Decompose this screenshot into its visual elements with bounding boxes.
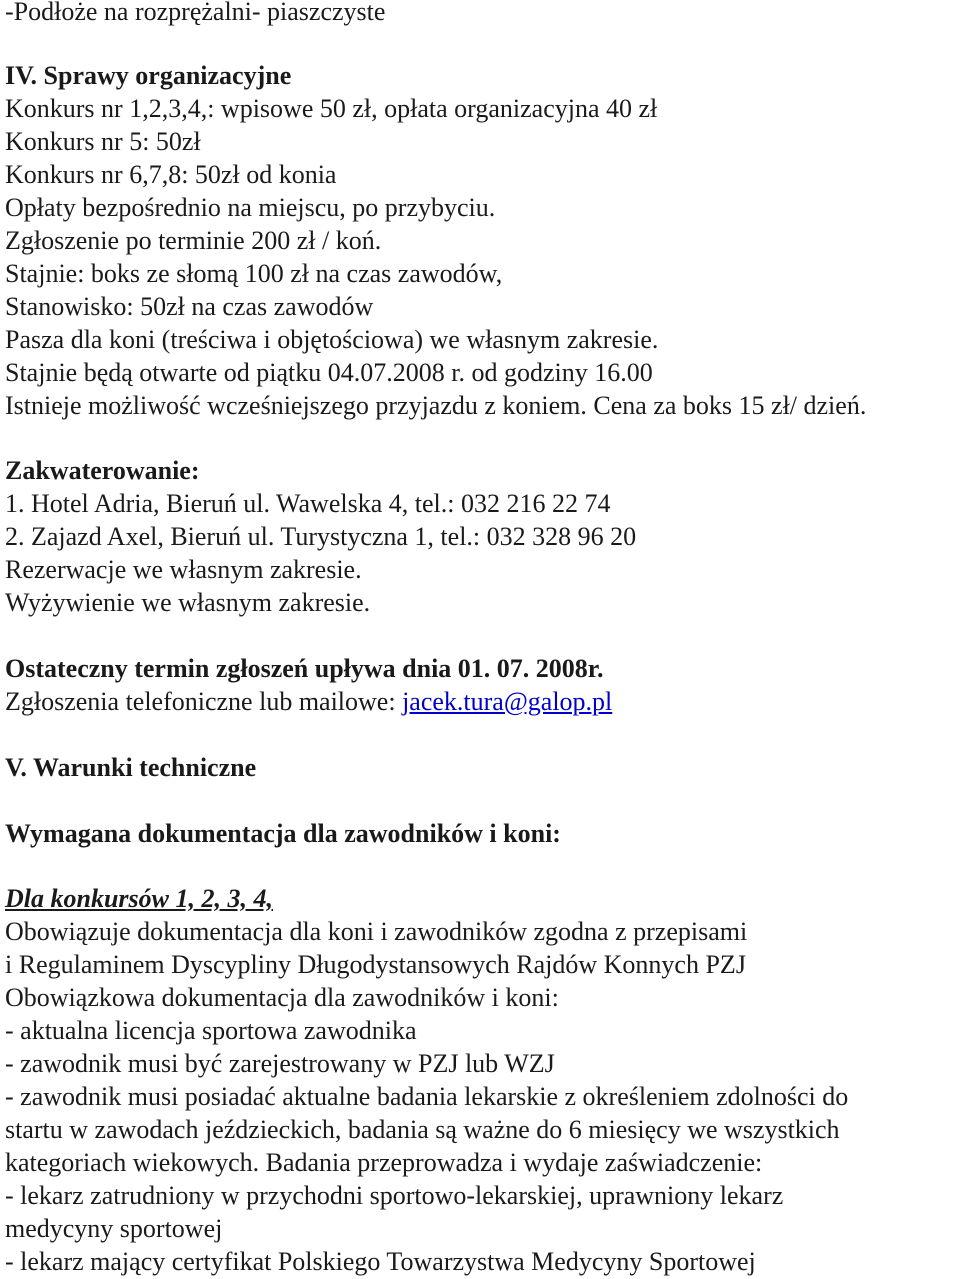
doc-line: - lekarz zatrudniony w przychodni sportowo-lekarskiej, uprawniony lekarz bbox=[5, 1181, 784, 1210]
competitions-heading: Dla konkursów 1, 2, 3, 4, bbox=[5, 884, 273, 913]
hotel-item: 1. Hotel Adria, Bieruń ul. Wawelska 4, tel.: 032 216 22 74 bbox=[5, 489, 611, 518]
accommodation-heading: Zakwaterowanie: bbox=[5, 456, 200, 485]
doc-line: startu w zawodach jeździeckich, badania są ważne do 6 miesięcy we wszystkich bbox=[5, 1115, 840, 1144]
email-link[interactable]: jacek.tura@galop.pl bbox=[402, 687, 613, 716]
section-iv-heading: IV. Sprawy organizacyjne bbox=[5, 61, 292, 90]
doc-line: - zawodnik musi być zarejestrowany w PZJ lub WZJ bbox=[5, 1049, 555, 1078]
fee-line: Konkurs nr 1,2,3,4,: wpisowe 50 zł, opłata organizacyjna 40 zł bbox=[5, 94, 658, 123]
contact-line bbox=[5, 687, 612, 717]
doc-line: i Regulaminem Dyscypliny Długodystansowych Rajdów Konnych PZJ bbox=[5, 950, 746, 979]
stable-opening: Stajnie będą otwarte od piątku 04.07.2008 r. od godziny 16.00 bbox=[5, 358, 653, 387]
stand-fee: Stanowisko: 50zł na czas zawodów bbox=[5, 292, 374, 321]
doc-line: medycyny sportowej bbox=[5, 1214, 223, 1243]
late-entry-fee: Zgłoszenie po terminie 200 zł / koń. bbox=[5, 226, 382, 255]
doc-line: - zawodnik musi posiadać aktualne badania lekarskie z określeniem zdolności do bbox=[5, 1082, 849, 1111]
contact-label: Zgłoszenia telefoniczne lub mailowe: bbox=[5, 687, 403, 716]
fee-line: Konkurs nr 5: 50zł bbox=[5, 127, 201, 156]
hotel-item: 2. Zajazd Axel, Bieruń ul. Turystyczna 1, tel.: 032 328 96 20 bbox=[5, 522, 637, 551]
doc-line: Obowiązkowa dokumentacja dla zawodników i koni: bbox=[5, 983, 559, 1012]
section-v-heading: V. Warunki techniczne bbox=[5, 753, 257, 782]
catering-info: Wyżywienie we własnym zakresie. bbox=[5, 588, 371, 617]
early-arrival-info: Istnieje możliwość wcześniejszego przyjazdu z koniem. Cena za boks 15 zł/ dzień. bbox=[5, 391, 867, 420]
entry-deadline: Ostateczny termin zgłoszeń upływa dnia 01. 07. 2008r. bbox=[5, 654, 604, 683]
payment-info: Opłaty bezpośrednio na miejscu, po przybyciu. bbox=[5, 193, 496, 222]
documentation-heading: Wymagana dokumentacja dla zawodników i koni: bbox=[5, 819, 561, 848]
reservation-info: Rezerwacje we własnym zakresie. bbox=[5, 555, 362, 584]
fee-line: Konkurs nr 6,7,8: 50zł od konia bbox=[5, 160, 337, 189]
stable-fee: Stajnie: boks ze słomą 100 zł na czas zawodów, bbox=[5, 259, 503, 288]
doc-line: Obowiązuje dokumentacja dla koni i zawodników zgodna z przepisami bbox=[5, 917, 748, 946]
doc-line: - lekarz mający certyfikat Polskiego Towarzystwa Medycyny Sportowej bbox=[5, 1247, 756, 1276]
doc-line: kategoriach wiekowych. Badania przeprowadza i wydaje zaświadczenie: bbox=[5, 1148, 763, 1177]
doc-line: - aktualna licencja sportowa zawodnika bbox=[5, 1016, 417, 1045]
ground-info: -Podłoże na rozprężalni- piaszczyste bbox=[5, 0, 386, 26]
feed-info: Pasza dla koni (treściwa i objętościowa) we własnym zakresie. bbox=[5, 325, 659, 354]
